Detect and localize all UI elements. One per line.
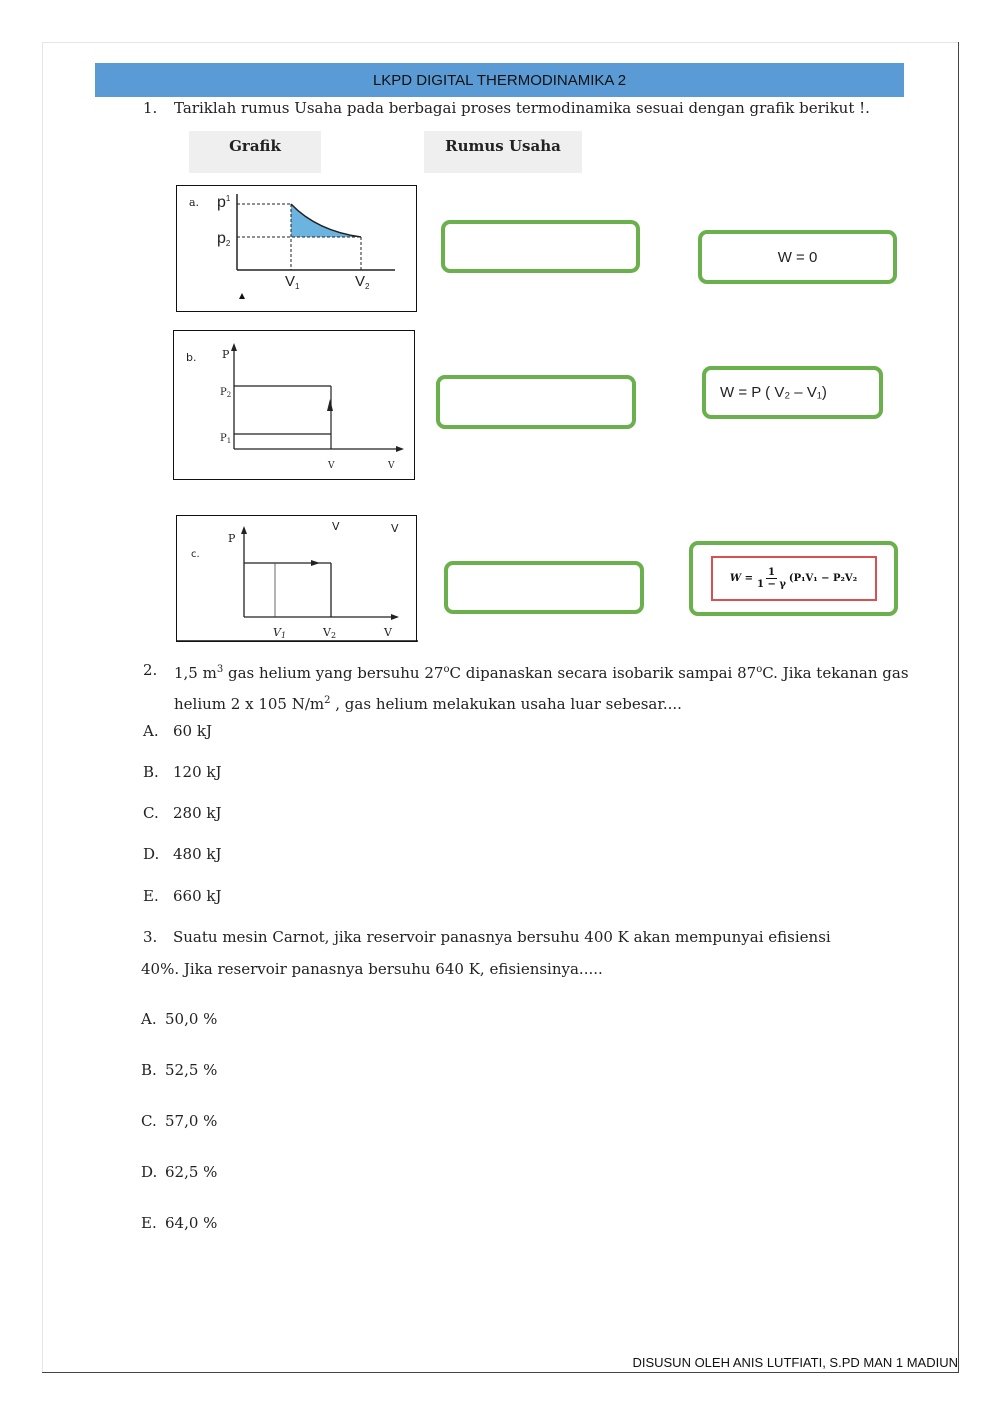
graph-b-y-arrow-icon xyxy=(231,343,237,351)
graph-b-x-arrow-icon xyxy=(396,446,404,452)
graph-c-plot xyxy=(177,516,418,643)
graph-b[interactable] xyxy=(173,330,415,480)
formula-3-rest: (P₁V₁ − P₂V₂ xyxy=(788,573,858,584)
page-border-right xyxy=(958,42,959,1372)
column-header-formula xyxy=(424,131,582,173)
graph-c[interactable] xyxy=(176,515,417,642)
graph-c-v-top2: V xyxy=(391,522,399,535)
q2-option-b[interactable]: B. 120 kJ xyxy=(143,763,222,781)
graph-b-p2: $P_2$ xyxy=(220,387,232,399)
header-title-bar xyxy=(95,63,904,97)
q2-option-e[interactable]: E. 660 kJ xyxy=(143,887,222,905)
footer-credit: DISUSUN OLEH ANIS LUTFIATI, S.PD MAN 1 MADIUN xyxy=(632,1355,958,1370)
graph-a-p1: $p^1$ xyxy=(217,194,231,211)
q3-option-a[interactable]: A. 50,0 % xyxy=(141,1010,218,1028)
q2-number: 2. xyxy=(143,661,158,679)
q3-number: 3. xyxy=(143,928,158,946)
graph-c-y-arrow-icon xyxy=(241,526,247,534)
q2-option-c[interactable]: C. 280 kJ xyxy=(143,804,222,822)
graph-a[interactable] xyxy=(176,185,417,312)
graph-c-v: V xyxy=(384,626,392,639)
graph-b-p1: $P_1$ xyxy=(220,433,232,445)
graph-c-p: P xyxy=(228,532,236,545)
column-header-formula-label: Rumus Usaha xyxy=(445,137,561,155)
graph-a-v2: $V_2$ xyxy=(355,273,370,291)
q2-line1: 1,5 $m^3$ gas helium yang bersuhu 27$^o$C dipanaskan secara isobarik sampai 87$^o$C. Jika tekanan gas xyxy=(174,664,909,682)
q1-number: 1. xyxy=(143,99,158,117)
formula-box-adiabatic[interactable] xyxy=(689,541,898,616)
graph-a-label: a. xyxy=(189,196,200,209)
formula-box-isobaric[interactable] xyxy=(702,366,883,419)
q3-option-d[interactable]: D. 62,5 % xyxy=(141,1163,218,1181)
formula-3-numerator: 1 xyxy=(767,567,775,578)
graph-b-v-axis-label: V xyxy=(388,461,395,471)
formula-3-w: W = xyxy=(729,573,754,584)
graph-a-marker-icon xyxy=(239,293,245,299)
graph-a-v1: $V_1$ xyxy=(285,273,300,291)
formula-3-fraction xyxy=(757,567,786,590)
answer-box-a[interactable] xyxy=(441,220,640,273)
q3-line1: Suatu mesin Carnot, jika reservoir panasnya bersuhu 400 K akan mempunyai efisiensi xyxy=(173,928,831,946)
page-border-bottom xyxy=(42,1372,959,1373)
q3-option-e[interactable]: E. 64,0 % xyxy=(141,1214,218,1232)
q3-line2: 40%. Jika reservoir panasnya bersuhu 640 K, efisiensinya..... xyxy=(141,960,603,978)
graph-b-p: P xyxy=(222,348,230,361)
formula-2-text: W = P ( V₂ – V₁) xyxy=(720,384,827,401)
page-border-top xyxy=(42,42,958,43)
header-title: LKPD DIGITAL THERMODINAMIKA 2 xyxy=(372,71,627,89)
q2-option-d[interactable]: D. 480 kJ xyxy=(143,845,222,863)
graph-c-process-arrow-icon xyxy=(311,560,320,566)
q2-option-a[interactable]: A. 60 kJ xyxy=(143,722,212,740)
q3-option-b[interactable]: B. 52,5 % xyxy=(141,1061,218,1079)
graph-b-v-label: V xyxy=(328,461,335,471)
graph-a-shaded-area xyxy=(291,204,361,237)
graph-a-p2: p2 xyxy=(217,230,231,248)
graph-c-label: c. xyxy=(191,549,200,560)
graph-c-x-arrow-icon xyxy=(391,614,399,620)
graph-b-plot xyxy=(174,331,416,481)
formula-1-text: W = 0 xyxy=(777,248,818,266)
graph-c-v1: V1 xyxy=(273,626,287,640)
page-border-left xyxy=(42,42,43,1372)
formula-3-denominator: 1 − γ xyxy=(757,579,786,590)
q3-option-c[interactable]: C. 57,0 % xyxy=(141,1112,218,1130)
q1-text: Tariklah rumus Usaha pada berbagai proses termodinamika sesuai dengan grafik berikut !. xyxy=(174,99,870,117)
column-header-graph-label: Grafik xyxy=(229,137,281,155)
column-header-graph xyxy=(189,131,321,173)
graph-b-label: b. xyxy=(186,351,197,364)
graph-a-plot xyxy=(177,186,418,313)
answer-box-c[interactable] xyxy=(444,561,644,614)
formula-box-isochoric[interactable] xyxy=(698,230,897,284)
answer-box-b[interactable] xyxy=(436,375,636,429)
graph-b-process-arrow-icon xyxy=(327,399,333,411)
graph-c-v-top1: V xyxy=(332,520,340,533)
graph-c-v2: V2 xyxy=(323,626,337,640)
formula-3-frame xyxy=(711,556,877,601)
q2-line2: helium 2 x 105 $N/m^2$ , gas helium melakukan usaha luar sebesar.... xyxy=(174,695,682,713)
